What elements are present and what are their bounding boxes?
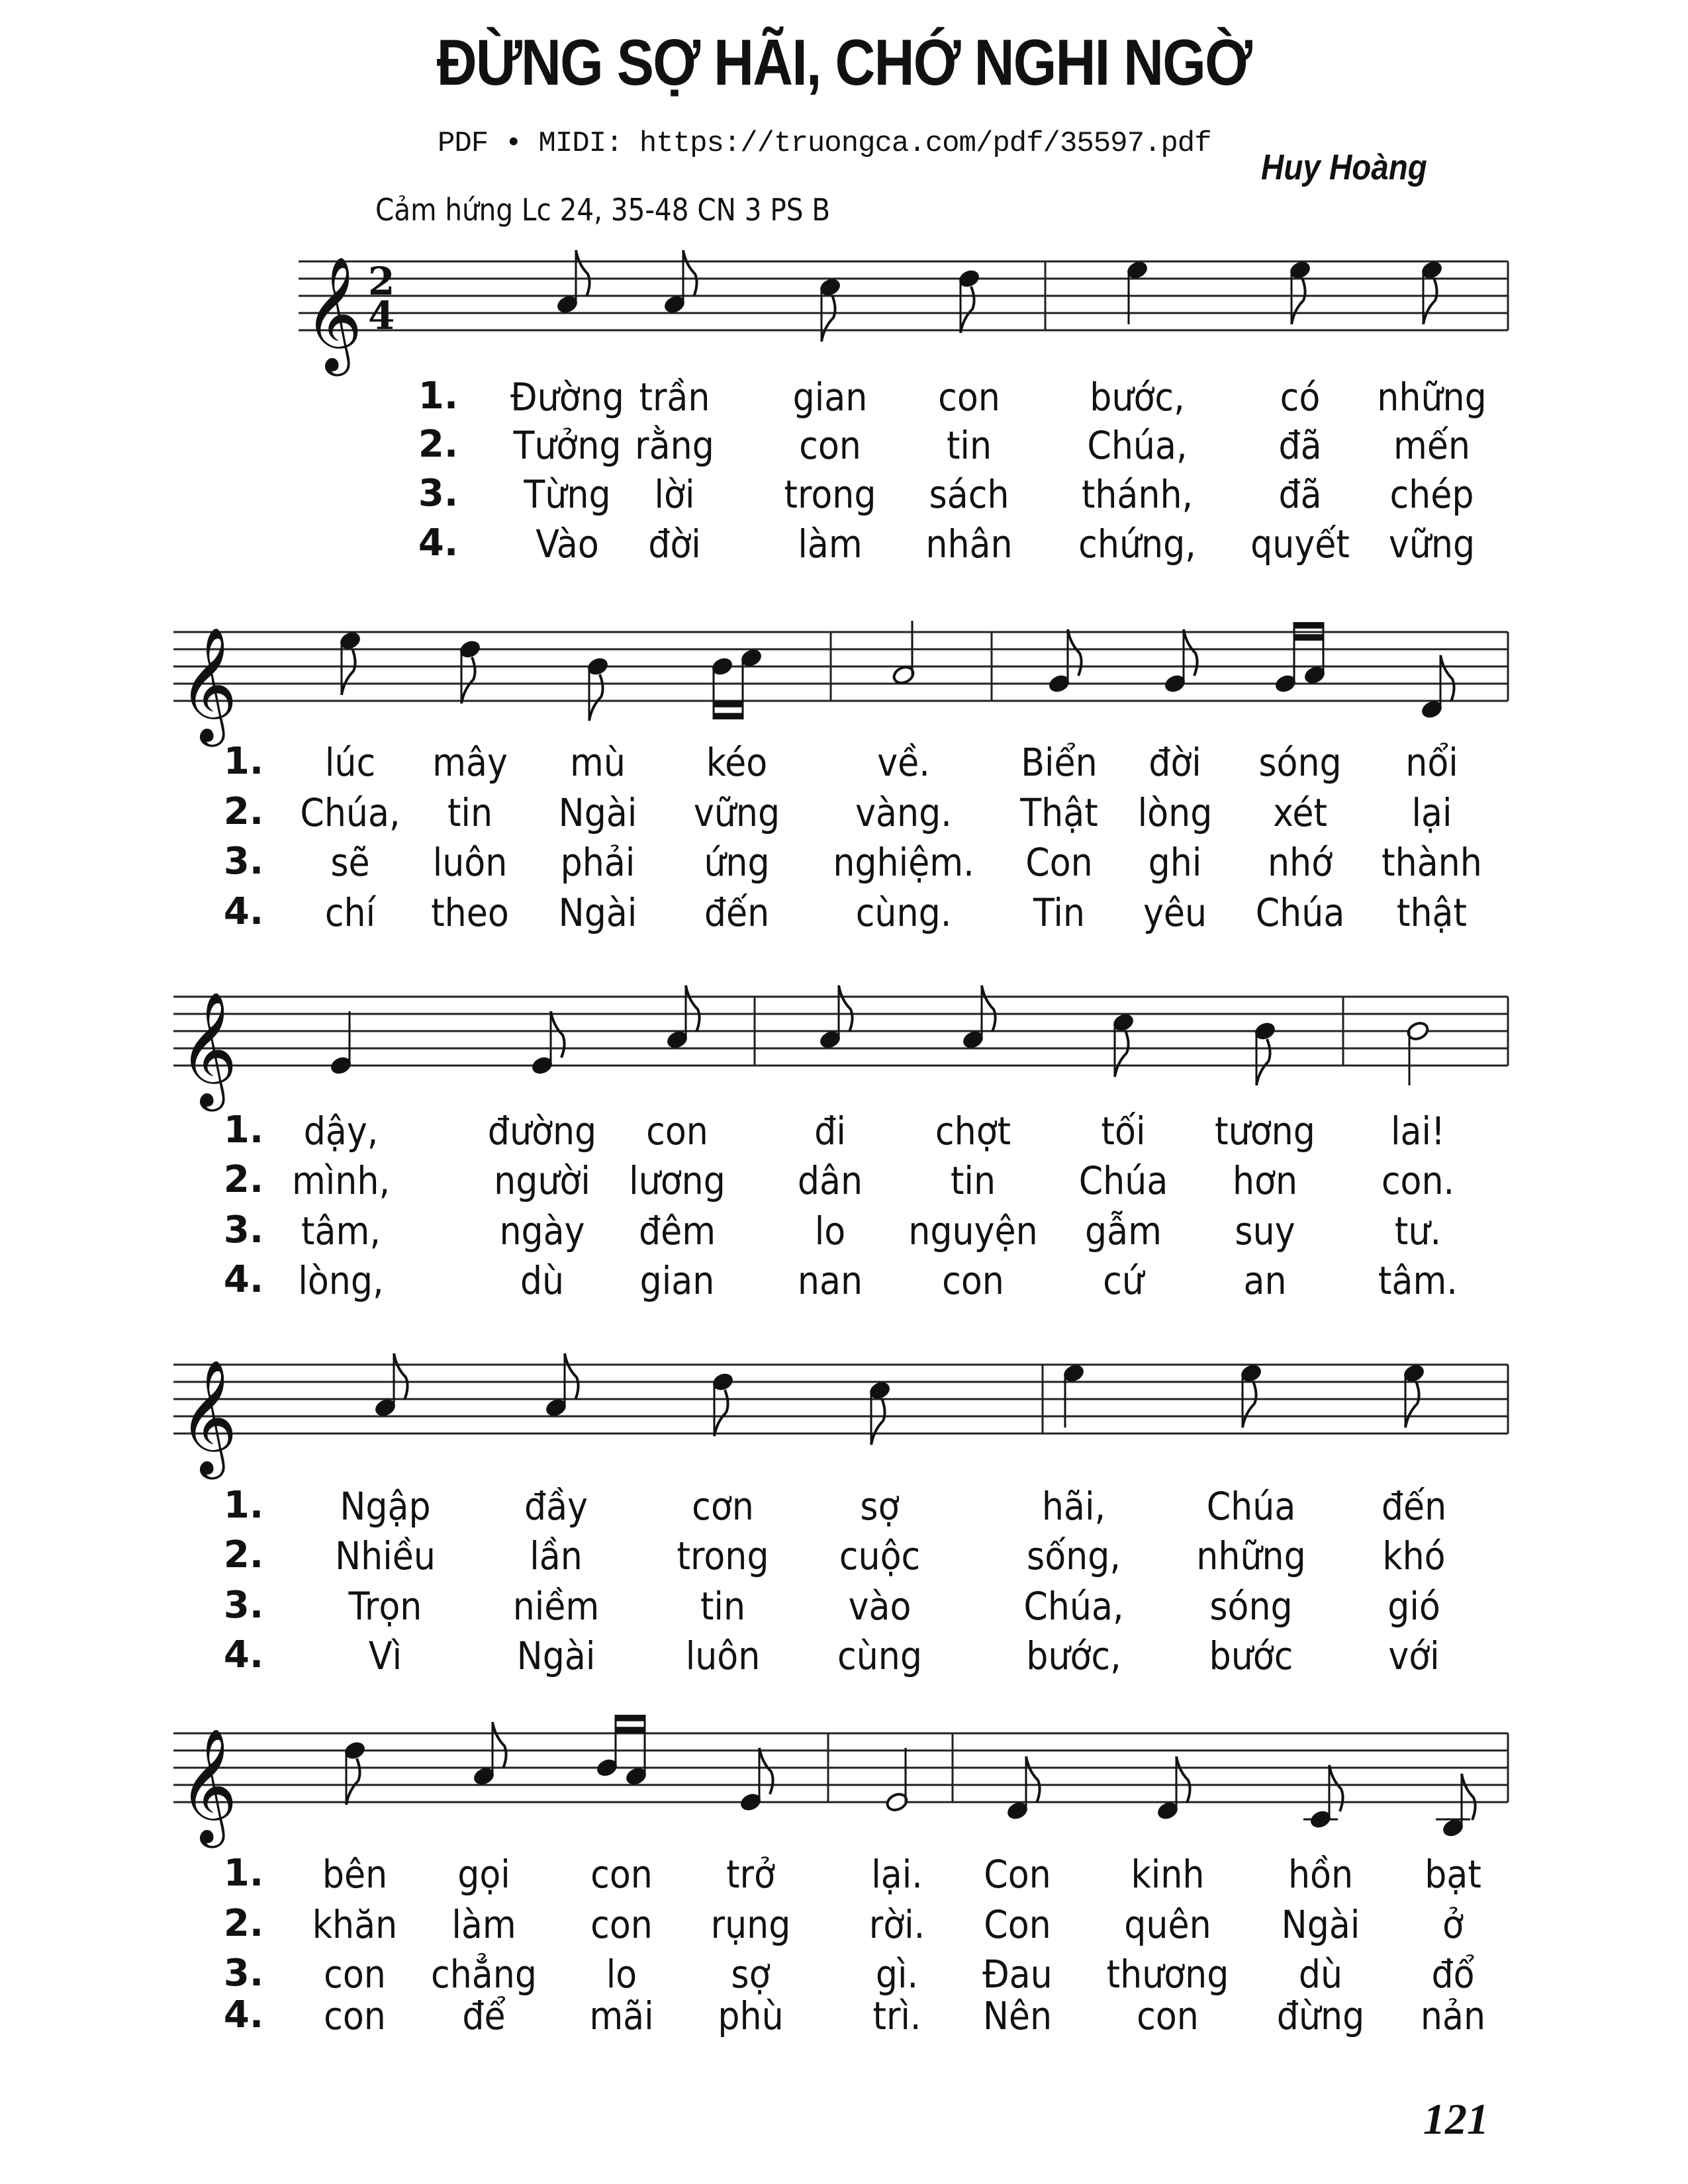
lyric-syllable: Chúa, <box>300 790 400 835</box>
lyric-syllable: ngày <box>499 1208 585 1253</box>
lyric-syllable: cơn <box>692 1484 754 1529</box>
lyric-syllable: vào <box>848 1584 912 1629</box>
note-flag <box>394 1353 408 1400</box>
lyric-syllable: bên <box>322 1852 388 1897</box>
time-signature-top: 2 <box>368 259 395 304</box>
lyric-syllable: Ngài <box>558 890 637 935</box>
lyric-syllable: chẳng <box>430 1952 538 1997</box>
lyric-syllable: khăn <box>312 1902 398 1947</box>
lyric-syllable: lo <box>814 1208 846 1253</box>
note-flag <box>551 1011 565 1058</box>
note-flag <box>1462 1774 1476 1820</box>
lyric-syllable: đầy <box>524 1484 588 1529</box>
lyric-syllable: làm <box>451 1902 516 1947</box>
lyric-syllable: Trọn <box>348 1584 422 1629</box>
lyric-syllable: lời <box>654 472 695 517</box>
lyric-syllable: Ngài <box>516 1633 596 1678</box>
lyric-syllable: bạt <box>1425 1852 1481 1897</box>
note-beam <box>616 1715 645 1721</box>
lyric-syllable: an <box>1243 1258 1287 1303</box>
lyric-syllable: những <box>1377 375 1487 420</box>
lyric-syllable: tâm. <box>1378 1258 1458 1303</box>
note-flag <box>461 657 475 704</box>
lyric-syllable: đêm <box>638 1208 716 1253</box>
lyric-syllable: rằng <box>635 423 714 468</box>
lyric-syllable: đời <box>1149 740 1201 785</box>
lyric-syllable: người <box>494 1158 590 1203</box>
lyric-syllable: niềm <box>512 1584 600 1629</box>
lyric-syllable: trần <box>639 375 710 420</box>
lyric-syllable: mến <box>1393 423 1471 468</box>
lyric-syllable: con <box>324 1952 386 1997</box>
note-flag <box>1291 278 1305 324</box>
note-flag <box>1256 1039 1270 1085</box>
verse-number: 4. <box>418 522 459 565</box>
lyric-syllable: nổi <box>1405 740 1458 785</box>
lyric-syllable: đến <box>704 890 770 935</box>
verse-number: 2. <box>223 1902 264 1945</box>
lyric-syllable: đã <box>1278 472 1322 517</box>
treble-clef-icon: 𝄞 <box>179 991 238 1107</box>
note-flag <box>1440 655 1454 702</box>
lyric-syllable: cùng <box>837 1633 923 1678</box>
lyric-syllable: bước, <box>1090 375 1185 420</box>
lyric-syllable: tương <box>1215 1109 1315 1154</box>
lyric-syllable: Chúa <box>1078 1158 1168 1203</box>
note-flag <box>683 250 697 296</box>
treble-clef-icon: 𝄞 <box>179 1359 238 1475</box>
lyric-syllable: Con <box>984 1852 1051 1897</box>
lyric-syllable: Ngài <box>558 790 637 835</box>
verse-number: 3. <box>223 1584 264 1627</box>
lyric-syllable: gian <box>792 375 868 420</box>
note-flag <box>1405 1381 1419 1428</box>
note-beam <box>1294 634 1323 641</box>
verse-number: 1. <box>223 1852 264 1895</box>
note-beam <box>714 701 743 707</box>
lyric-syllable: con <box>324 1993 386 2038</box>
lyric-syllable: yêu <box>1143 890 1207 935</box>
lyric-syllable: trong <box>784 472 876 517</box>
lyric-syllable: hãi, <box>1041 1484 1106 1529</box>
lyric-syllable: Chúa, <box>1087 423 1188 468</box>
note-flag <box>759 1748 773 1794</box>
lyric-syllable: con <box>799 423 861 468</box>
lyric-syllable: con <box>590 1902 653 1947</box>
lyric-syllable: lòng <box>1137 790 1213 835</box>
verse-number: 4. <box>223 1993 264 2036</box>
lyric-syllable: lần <box>530 1533 583 1578</box>
time-signature-bottom: 4 <box>368 293 395 338</box>
lyric-syllable: Biển <box>1021 740 1098 785</box>
lyric-syllable: con <box>646 1109 708 1154</box>
note-flag <box>871 1398 885 1445</box>
note-flag <box>714 1390 728 1436</box>
composer-name: Huy Hoàng <box>1261 148 1427 187</box>
note-flag <box>1068 629 1082 676</box>
lyric-syllable: Tin <box>1033 890 1085 935</box>
lyric-syllable: sóng <box>1209 1584 1293 1629</box>
lyric-syllable: gió <box>1387 1584 1440 1629</box>
lyric-syllable: xét <box>1273 790 1327 835</box>
lyric-syllable: Ngài <box>1281 1902 1360 1947</box>
lyric-syllable: đổ <box>1431 1952 1475 1997</box>
lyric-syllable: gọi <box>457 1852 510 1897</box>
note-flag <box>589 674 603 721</box>
lyric-syllable: đời <box>648 522 701 567</box>
lyric-syllable: cùng. <box>855 890 952 935</box>
lyric-syllable: thành <box>1382 840 1482 885</box>
note-flag <box>982 985 996 1032</box>
note-flag <box>342 649 355 695</box>
lyric-syllable: với <box>1388 1633 1440 1678</box>
lyric-syllable: tâm, <box>301 1208 381 1253</box>
lyric-syllable: nguyện <box>908 1208 1038 1253</box>
lyric-syllable: hơn <box>1232 1158 1298 1203</box>
lyric-syllable: ứng <box>704 840 770 885</box>
note-flag <box>1423 278 1437 324</box>
lyric-syllable: rụng <box>710 1902 791 1947</box>
lyric-syllable: dân <box>797 1158 863 1203</box>
note-beam <box>714 713 743 719</box>
treble-clef-icon: 𝄞 <box>179 627 238 742</box>
lyric-syllable: tin <box>946 423 992 468</box>
lyric-syllable: Vì <box>368 1633 402 1678</box>
lyric-syllable: bước, <box>1026 1633 1121 1678</box>
lyric-syllable: bước <box>1209 1633 1293 1678</box>
lyric-syllable: những <box>1196 1533 1306 1578</box>
lyric-syllable: kinh <box>1131 1852 1205 1897</box>
lyric-syllable: Nhiều <box>335 1533 436 1578</box>
lyric-syllable: thương <box>1106 1952 1229 1997</box>
verse-number: 2. <box>418 423 459 466</box>
lyric-syllable: nan <box>797 1258 863 1303</box>
lyric-syllable: nhân <box>925 522 1013 567</box>
lyric-syllable: tối <box>1101 1109 1146 1154</box>
lyric-syllable: Tưởng <box>513 423 622 468</box>
lyric-syllable: Chúa <box>1255 890 1345 935</box>
lyric-syllable: chứng, <box>1078 522 1196 567</box>
lyric-syllable: chép <box>1389 472 1474 517</box>
lyric-syllable: về. <box>877 740 930 785</box>
note-flag <box>1176 1756 1190 1803</box>
lyric-syllable: nghiệm. <box>833 840 974 885</box>
lyric-syllable: kéo <box>706 740 768 785</box>
verse-number: 4. <box>223 890 264 933</box>
verse-number: 4. <box>223 1633 264 1676</box>
note-flag <box>492 1722 506 1768</box>
lyric-syllable: Con <box>1025 840 1093 885</box>
lyric-syllable: vững <box>693 790 780 835</box>
lyric-syllable: thật <box>1396 890 1468 935</box>
lyric-syllable: vững <box>1388 522 1476 567</box>
lyric-syllable: tin <box>950 1158 996 1203</box>
lyric-syllable: Thật <box>1020 790 1098 835</box>
lyric-syllable: vàng. <box>855 790 952 835</box>
lyric-syllable: lúc <box>324 740 376 785</box>
lyric-syllable: đến <box>1381 1484 1447 1529</box>
note-flag <box>1115 1030 1129 1077</box>
lyric-syllable: đi <box>814 1109 846 1154</box>
lyric-syllable: sách <box>929 472 1009 517</box>
lyric-syllable: Ngập <box>340 1484 431 1529</box>
verse-number: 3. <box>418 472 459 515</box>
lyric-syllable: trở <box>726 1852 775 1897</box>
note-flag <box>1184 629 1197 676</box>
lyric-syllable: nản <box>1420 1993 1486 2038</box>
lyric-syllable: cuộc <box>839 1533 921 1578</box>
lyric-syllable: Đau <box>982 1952 1053 1997</box>
lyric-syllable: suy <box>1235 1208 1295 1253</box>
lyric-syllable: chợt <box>935 1109 1011 1154</box>
lyric-syllable: quyết <box>1250 522 1350 567</box>
lyric-syllable: chí <box>324 890 376 935</box>
lyric-syllable: lại <box>1411 790 1452 835</box>
lyric-syllable: mù <box>570 740 626 785</box>
lyric-syllable: quên <box>1124 1902 1211 1947</box>
lyric-syllable: ở <box>1442 1902 1464 1947</box>
lyric-syllable: phải <box>560 840 635 885</box>
treble-clef-icon: 𝄞 <box>304 256 363 371</box>
lyric-syllable: đừng <box>1276 1993 1365 2038</box>
lyric-syllable: lai! <box>1391 1109 1445 1154</box>
lyric-syllable: con. <box>1381 1158 1455 1203</box>
verse-number: 4. <box>223 1258 264 1301</box>
lyric-syllable: đã <box>1278 423 1322 468</box>
lyric-syllable: dù <box>1298 1952 1343 1997</box>
lyric-syllable: con <box>942 1258 1004 1303</box>
lyric-syllable: Từng <box>524 472 611 517</box>
treble-clef-icon: 𝄞 <box>179 1728 238 1843</box>
note-flag <box>686 985 700 1032</box>
lyric-syllable: con <box>938 375 1000 420</box>
note-flag <box>1243 1381 1256 1428</box>
lyric-syllable: sẽ <box>330 840 370 885</box>
lyric-syllable: Con <box>984 1902 1051 1947</box>
lyric-syllable: theo <box>431 890 509 935</box>
note-flag <box>565 1353 579 1400</box>
lyric-syllable: gì. <box>875 1952 919 1997</box>
lyric-syllable: mình, <box>291 1158 391 1203</box>
lyric-syllable: gian <box>639 1258 715 1303</box>
lyric-syllable: con <box>1137 1993 1199 2038</box>
lyric-syllable: con <box>590 1852 653 1897</box>
lyric-syllable: dậy, <box>303 1109 379 1154</box>
verse-number: 3. <box>223 1208 264 1251</box>
lyric-syllable: trong <box>677 1533 769 1578</box>
verse-number: 2. <box>223 790 264 833</box>
verse-number: 1. <box>223 740 264 783</box>
song-title: ĐỪNG SỢ HÃI, CHỚ NGHI NGỜ <box>436 26 1252 99</box>
lyric-syllable: làm <box>798 522 863 567</box>
note-flag <box>346 1758 360 1805</box>
lyric-syllable: ghi <box>1148 840 1202 885</box>
page-number: 121 <box>1423 2095 1489 2144</box>
lyric-syllable: Đường <box>510 375 624 420</box>
lyric-syllable: dù <box>520 1258 565 1303</box>
lyric-syllable: sợ <box>731 1952 771 1997</box>
lyric-syllable: sống, <box>1027 1533 1121 1578</box>
source-link[interactable]: PDF • MIDI: https://truongca.com/pdf/35597.pdf <box>438 127 1211 160</box>
lyric-syllable: hồn <box>1288 1852 1354 1897</box>
note-flag <box>821 295 835 341</box>
lyric-syllable: rời. <box>868 1902 925 1947</box>
lyric-syllable: luôn <box>432 840 508 885</box>
lyric-syllable: lương <box>629 1158 726 1203</box>
verse-number: 3. <box>223 840 264 883</box>
lyric-syllable: Chúa, <box>1023 1584 1124 1629</box>
lyric-syllable: lòng, <box>298 1258 384 1303</box>
lyric-syllable: nhớ <box>1267 840 1333 885</box>
verse-number: 1. <box>418 375 459 418</box>
lyric-syllable: trì. <box>872 1993 921 2038</box>
lyric-syllable: mãi <box>589 1993 654 2038</box>
verse-number: 1. <box>223 1109 264 1152</box>
lyric-syllable: sóng <box>1258 740 1342 785</box>
lyric-syllable: tin <box>700 1584 746 1629</box>
lyric-syllable: khó <box>1382 1533 1446 1578</box>
lyric-syllable: thánh, <box>1081 472 1194 517</box>
lyric-syllable: Vào <box>536 522 599 567</box>
lyric-syllable: cứ <box>1103 1258 1144 1303</box>
lyric-syllable: tin <box>447 790 493 835</box>
note-flag <box>961 287 974 333</box>
note-beam <box>616 1727 645 1733</box>
lyric-syllable: đường <box>487 1109 597 1154</box>
verse-number: 3. <box>223 1952 264 1995</box>
lyric-syllable: lại. <box>871 1852 923 1897</box>
lyric-syllable: sợ <box>860 1484 900 1529</box>
lyric-syllable: có <box>1280 375 1321 420</box>
note-flag <box>576 250 590 296</box>
verse-number: 2. <box>223 1533 264 1576</box>
note-beam <box>1294 622 1323 629</box>
verse-number: 1. <box>223 1484 264 1527</box>
lyric-syllable: phù <box>718 1993 784 2038</box>
lyric-syllable: để <box>462 1993 506 2038</box>
lyric-syllable: Nên <box>982 1993 1053 2038</box>
lyric-syllable: gẫm <box>1085 1208 1162 1253</box>
lyric-syllable: luôn <box>685 1633 761 1678</box>
lyric-syllable: tư. <box>1394 1208 1442 1253</box>
note-flag <box>1329 1765 1343 1811</box>
inspiration-note: Cảm hứng Lc 24, 35-48 CN 3 PS B <box>375 192 831 228</box>
note-flag <box>839 985 853 1032</box>
lyric-syllable: Chúa <box>1206 1484 1296 1529</box>
verse-number: 2. <box>223 1158 264 1201</box>
lyric-syllable: lo <box>606 1952 637 1997</box>
note-flag <box>1026 1756 1040 1803</box>
lyric-syllable: mây <box>432 740 508 785</box>
